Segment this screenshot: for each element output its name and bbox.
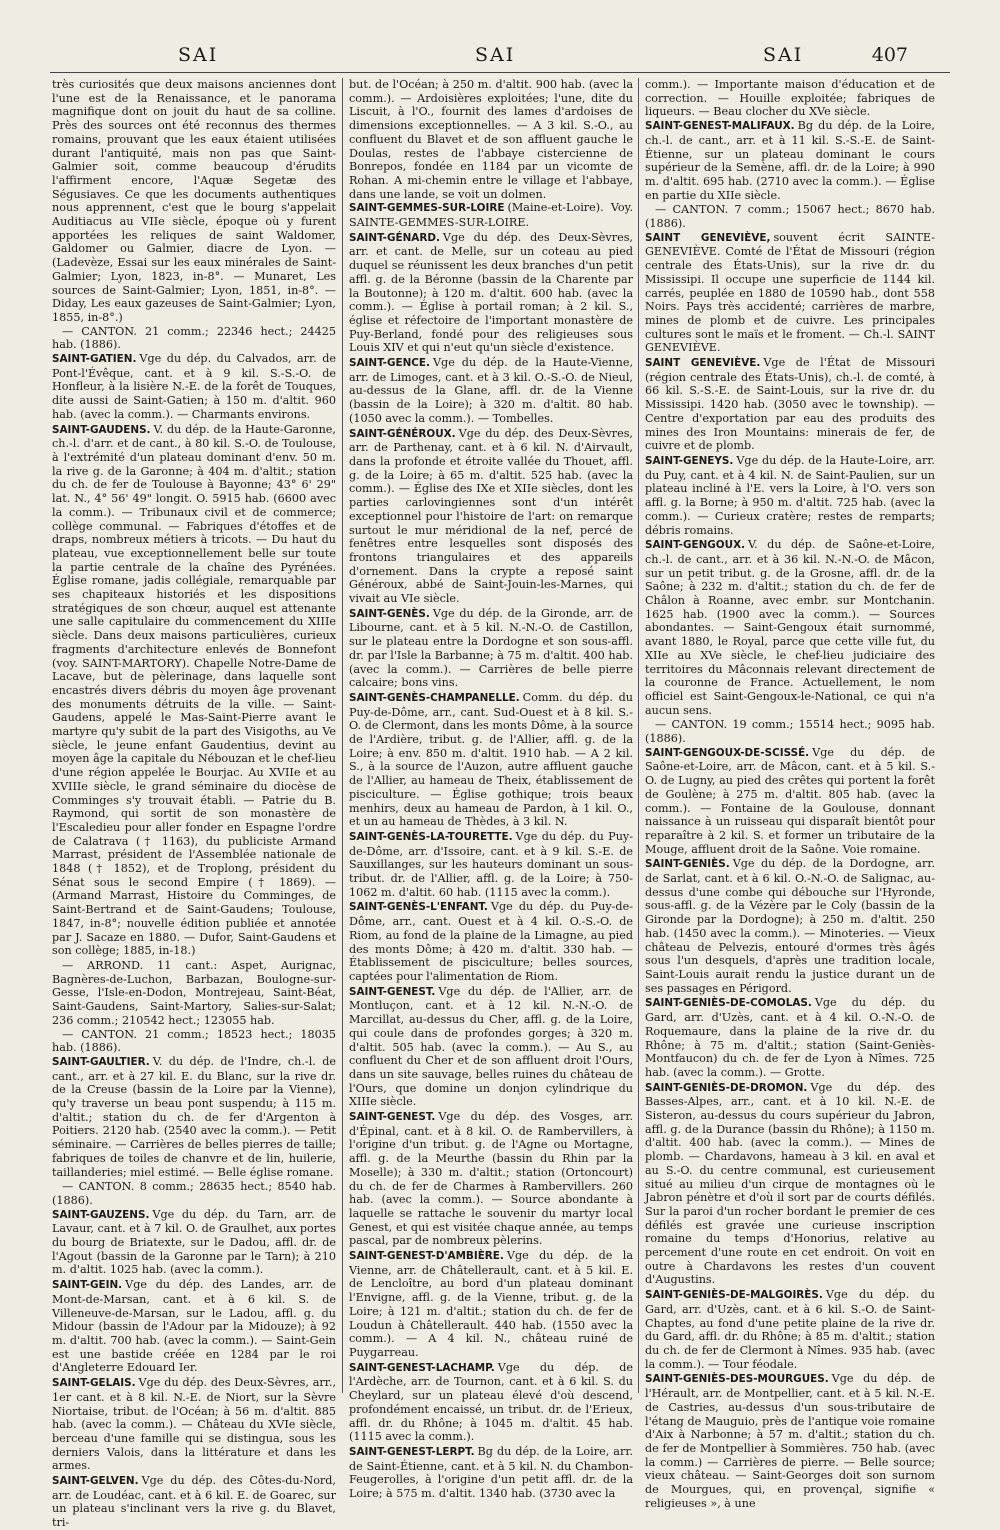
entry-headword: SAINT-GENEYS.: [645, 454, 734, 467]
entry-headword: SAINT-GENIÈS-DE-MALGOIRÈS.: [645, 1289, 823, 1302]
dictionary-entry: [52, 1474, 336, 1530]
entry-headword: SAINT-GEMMES-SUR-LOIRE: [349, 202, 505, 215]
dictionary-entry: [52, 1278, 336, 1375]
entry-text: Vge du dép. de l'Ardèche, arr. de Tournon, cant. et à 6 kil. S. du Cheylard, sur un plateau élevé d'où descend, profondément encaissé, un tribut. dr. de l'Erieux, affl. dr. du Rhône; à 1045 m. d'altit. 45 hab. (1115 avec la comm.).: [349, 1360, 633, 1444]
dictionary-entry: [645, 996, 935, 1079]
entry-headword: SAINT-GENIÈS-DE-COMOLAS.: [645, 997, 812, 1010]
entry-headword: SAINT-GENÈS-CHAMPANELLE.: [349, 691, 520, 704]
entry-text: (Maine-et-Loire). Voy. SAINTE-GEMMES-SUR-LOIRE.: [349, 201, 633, 230]
entry-text: Vge du dép. de la Haute-Vienne, arr. de Limoges, cant. et à 3 kil. O.-S.-O. de Nieul, au-dessus de la Glane, affl. dr. de la Vienne (bassin de la Loire); à 320 m. d'altit. 80 hab. (1050 avec la comm.). — Tombelles.: [349, 356, 633, 425]
dictionary-entry: [645, 356, 935, 453]
entry-text: V. du dép. de Saône-et-Loire, ch.-l. de cant., arr. et à 36 kil. N.-N.-O. de Mâcon, sur un petit tribut. g. de la Grosne, affl. dr. de la Saône; à 232 m. d'altit.; station du ch. de fer de Châlon à Roanne, avec embr. sur Montchanin. 1625 hab. (1900 avec la comm.). — Sources abondantes. — Saint-Gengoux était surnommé, avant 1880, le Royal, parce que cette ville fut, du XIIe au XVe siècle, le chef-lieu judiciaire des territoires du Mâconnais relevant directement de la couronne de France. Actuellement, le nom officiel est Saint-Gengoux-le-National, ce qui n'a aucun sens.: [645, 538, 935, 717]
header-left-word: SAI: [178, 44, 219, 66]
entry-headword: SAINT-GAUZENS.: [52, 1208, 150, 1221]
entry-text: Bg du dép. de la Loire, arr. de Saint-Étienne, cant. et à 5 kil. N. du Chambon-Feugerolles, à l'origine d'un petit affl. dr. de la Loire; à 575 m. d'altit. 1340 hab. (3730 avec la: [349, 1444, 633, 1501]
entry-text: Vge du dép. de la Haute-Loire, arr. du Puy, cant. et à 4 kil. N. de Saint-Paulien, sur un plateau incliné à l'E. vers la Loire, à l'O. vers son affl. g. la Borne; à 950 m. d'altit. 725 hab. (avec la comm.). — Curieux cratère; restes de remparts; débris romains.: [645, 453, 935, 537]
dictionary-entry: [349, 356, 633, 426]
entry-headword: SAINT-GENEST.: [349, 1111, 436, 1124]
entry-headword: SAINT-GAUDENS.: [52, 423, 151, 436]
entry-text: Vge du dép. du Gard, arr. d'Uzès, cant. et à 4 kil. O.-N.-O. de Roquemaure, dans la plaine de la rive dr. du Rhône; à 75 m. d'altit.; station (Saint-Geniès-Montfaucon) du ch. de fer de Lyon à Nîmes. 725 hab. (avec la comm.). — Grotte.: [645, 996, 935, 1079]
entry-text: V. du dép. de la Haute-Garonne, ch.-l. d'arr. et de cant., à 80 kil. S.-O. de Toulouse, à l'extrémité d'un plateau dominant d'env. 50 m. la rive g. de la Garonne; à 404 m. d'altit.; station du ch. de fer de Toulouse à Bayonne; 43° 6' 29" lat. N., 4° 56' 49" longit. O. 5915 hab. (6600 avec la comm.). — Tribunaux civil et de commerce; collège communal. — Fabriques d'étoffes et de draps, nombreux métiers à tricots. — Du haut du plateau, vue exceptionnellement belle sur toute la partie centrale de la chaîne des Pyrénées. Église romane, jadis collégiale, remarquable par ses chapiteaux historiés et les dispositions stratégiques de son chœur, auquel est attenante une salle capitulaire du commencement du XIIIe siècle. Dans deux maisons particulières, curieux fragments d'architecture enlevés de Bonnefont (voy. SAINT-MARTORY). Chapelle Notre-Dame de Lacave, but de pèlerinage, dans laquelle sont encastrés divers débris du moyen âge provenant des monuments détruits de la ville. — Saint-Gaudens, appelé le Mas-Saint-Pierre avant le martyre qu'y subit de la part des Visigoths, au Ve siècle, le jeune enfant Gaudentius, devint au moyen âge la capitale du Nébouzan et le chef-lieu d'une région appelée le Bourjac. Au XVIIe et au XVIIIe siècle, le grand séminaire du diocèse de Comminges s'y trouvait établi. — Patrie du B. Raymond, qui sortit de son monastère de l'Escaledieu pour aller fonder en Espagne l'ordre de Calatrava († 1163), du publiciste Armand Marrast, président de l'Assemblée nationale de 1848 († 1852), et de Troplong, président du Sénat sous le second Empire († 1869). — (Armand Marrast, Histoire du Comminges, de Saint-Bertrand et de Saint-Gaudens; Toulouse, 1847, in-8°; nouvelle édition publiée et annotée par J. Sacaze en 1880. — Dufor, Saint-Gaudens et son collège; 1885, in-18.): [52, 422, 336, 958]
column-divider-2: [638, 78, 639, 1393]
entry-text: Comm. du dép. du Puy-de-Dôme, arr., cant. Sud-Ouest et à 8 kil. S.-O. de Clermont, dans les monts Dôme, à la source de l'Ardière, tribut. g. de l'Allier, affl. g. de la Loire; à env. 850 m. d'altit. 1910 hab. — A 2 kil. S., à la source de l'Auzon, autre affluent gauche de l'Allier, au hameau de Theix, établissement de pisciculture. — Église gothique; trois beaux menhirs, deux au hameau de Pardon, à 1 kil. O., et un au hameau de Thèdes, à 3 kil. N.: [349, 690, 633, 829]
entry-continuation: comm.). — Importante maison d'éducation et de correction. — Houille exploitée; fabriques de liqueurs. — Beau clocher du XVe siècle.: [645, 78, 935, 119]
dictionary-entry: [645, 857, 935, 995]
entry-headword: SAINT-GENGOUX.: [645, 539, 746, 552]
dictionary-entry: [645, 454, 935, 537]
entry-headword: SAINT-GENIÈS-DE-DROMON.: [645, 1081, 808, 1094]
dictionary-entry: [349, 1249, 633, 1360]
dictionary-entry: [349, 830, 633, 900]
entry-headword: SAINT-GENÈS.: [349, 607, 430, 620]
dictionary-entry: [645, 1081, 935, 1288]
entry-headword: SAINT-GELAIS.: [52, 1377, 136, 1390]
entry-headword: SAINT-GÉNÉROUX.: [349, 427, 456, 440]
header-right-word: SAI: [763, 44, 804, 66]
entry-headword: SAINT-GENÈS-LA-TOURETTE.: [349, 830, 513, 843]
entry-headword: SAINT-GENIÈS-DES-MOURGUES.: [645, 1373, 829, 1386]
dictionary-entry: [52, 1055, 336, 1179]
entry-text: Vge du dép. du Tarn, arr. de Lavaur, cant. et à 7 kil. O. de Graulhet, aux portes du bourg de Briatexte, sur le Dadou, affl. dr. de l'Agout (bassin de la Garonne par le Tarn); à 210 m. d'altit. 1025 hab. (avec la comm.).: [52, 1207, 336, 1277]
dictionary-entry: [52, 1376, 336, 1473]
dictionary-entry: [349, 900, 633, 983]
dictionary-entry: [645, 1372, 935, 1510]
dictionary-entry: [52, 352, 336, 422]
header-center-word: SAI: [475, 44, 516, 66]
dictionary-entry: [349, 691, 633, 829]
entry-continuation: but. de l'Océan; à 250 m. d'altit. 900 hab. (avec la comm.). — Ardoisières exploitées; l'une, dite du Liscuit, à l'O., fournit des lames d'ardoises de dimensions exceptionnelles. — A 3 kil. S.-O., au confluent du Blavet et de son affluent gauche le Doulas, restes de l'abbaye cistercienne de Bonrepos, fondée en 1184 par un vicomte de Rohan. A mi-chemin entre le village et l'abbaye, dans une lande, se voit un dolmen.: [349, 78, 633, 201]
running-header: [0, 44, 1000, 74]
entry-text: Vge du dép. du Puy-de-Dôme, arr. d'Issoire, cant. et à 9 kil. S.-E. de Sauxillanges, sur les hauteurs dominant un sous-tribut. dr. de l'Allier, affl. g. de la Loire; à 750-1062 m. d'altit. 60 hab. (1115 avec la comm.).: [349, 829, 633, 899]
entry-headword: SAINT-GENEST.: [349, 985, 436, 998]
entry-text: Vge du dép. du Calvados, arr. de Pont-l'Évêque, cant. et à 9 kil. S.-S.-O. de Honfleur, à la lisière N.-E. de la forêt de Touques, dite aussi de Saint-Gatien; à 150 m. d'altit. 960 hab. (avec la comm.). — Charmants environs.: [52, 352, 336, 421]
dictionary-entry: [52, 423, 336, 958]
entry-headword: SAINT-GENIÈS.: [645, 858, 730, 871]
header-rule: [50, 72, 950, 73]
entry-subsection: — CANTON. 21 comm.; 18523 hect.; 18035 hab. (1886).: [52, 1027, 336, 1055]
entry-headword: SAINT-GENEST-LACHAMP.: [349, 1361, 495, 1374]
entry-headword: SAINT-GENEST-MALIFAUX.: [645, 120, 795, 133]
entry-headword: SAINT-GEIN.: [52, 1279, 123, 1292]
entry-subsection: — CANTON. 19 comm.; 15514 hect.; 9095 hab. (1886).: [645, 718, 935, 746]
entry-text: Vge du dép. des Landes, arr. de Mont-de-Marsan, cant. et à 6 kil. S. de Villeneuve-de-Marsan, sur le Ladou, affl. g. du Midour (bassin de l'Adour par la Midouze); à 92 m. d'altit. 700 hab. (avec la comm.). — Saint-Gein est une bastide créée en 1284 par le roi d'Angleterre Edouard Ier.: [52, 1278, 336, 1375]
entry-headword: SAINT-GÉNARD.: [349, 231, 440, 244]
entry-text: Vge du dép. de l'Allier, arr. de Montluçon, cant. et à 12 kil. N.-N.-O. de Marcillat, au-dessus du Cher, affl. g. de la Loire, qui coule dans de profondes gorges; à 320 m. d'altit. 505 hab. (avec la comm.). — Au S., au confluent du Cher et de son affluent droit l'Ours, dans un site sauvage, belles ruines du château de l'Ours, que domine un donjon cylindrique du XIIIe siècle.: [349, 984, 633, 1109]
entry-headword: SAINT-GENGOUX-DE-SCISSÉ.: [645, 746, 810, 759]
entry-headword: SAINT-GAULTIER.: [52, 1055, 150, 1068]
entry-headword: SAINT-GELVEN.: [52, 1475, 139, 1488]
page-number: 407: [871, 44, 908, 66]
dictionary-entry: [349, 985, 633, 1109]
entry-subsection: — ARROND. 11 cant.: Aspet, Aurignac, Bagnères-de-Luchon, Barbazan, Boulogne-sur-Gesse, l'Isle-en-Dodon, Montrejeau, Saint-Béat, Saint-Gaudens, Saint-Martory, Salies-sur-Salat; 236 comm.; 210542 hect.; 123055 hab.: [52, 959, 336, 1027]
dictionary-entry: [349, 1361, 633, 1444]
entry-headword: SAINT GENEVIÈVE.: [645, 357, 761, 370]
entry-headword: SAINT-GENEST-LERPT.: [349, 1445, 475, 1458]
entry-text: souvent écrit SAINTE-GENEVIÈVE. Comté de l'État de Missouri (région centrale des États-Unis), sur la rive dr. du Mississipi. Il occupe une superficie de 1144 kil. carrés, peuplée en 1880 de 10590 hab., dont 558 Noirs. Pays très accidenté; carrières de marbre, mines de plomb et de cuivre. Les principales cultures sont le maïs et le froment. — Ch.-l. SAINT GENEVIÈVE.: [645, 230, 935, 355]
entry-continuation: très curiosités que deux maisons anciennes dont l'une est de la Renaissance, et le panorama magnifique dont on jouit du haut de sa colline. Près des sources ont été reconnus des thermes romains, prouvant que les eaux étaient utilisées durant l'antiquité, mais non pas que Saint-Galmier soit, comme beaucoup d'érudits l'affirment encore, l'Aquæ Segetæ des Ségusiaves. Ce que les documents authentiques nous apprennent, c'est que le bourg s'appelait Auditiacus au VIIe siècle, époque où y furent apportées les reliques de saint Waldomer, Galdomer ou Galmier, diacre de Lyon. — (Ladevèze, Essai sur les eaux minérales de Saint-Galmier; Lyon, 1823, in-8°. — Munaret, Les sources de Saint-Galmier; Lyon, 1851, in-8°. — Diday, Les eaux gazeuses de Saint-Galmier; Lyon, 1855, in-8°.): [52, 78, 336, 324]
entry-text: Vge du dép. du Puy-de-Dôme, arr., cant. Ouest et à 4 kil. O.-S.-O. de Riom, au fond de la plaine de la Limagne, au pied des monts Dôme; à 420 m. d'altit. 330 hab. — Établissement de pisciculture; belles sources, captées pour l'alimentation de Riom.: [349, 900, 633, 983]
dictionary-entry: [645, 119, 935, 202]
column-1: [52, 78, 336, 1530]
dictionary-entry: [349, 1110, 633, 1248]
entry-text: Vge du dép. du Gard, arr. d'Uzès, cant. et à 6 kil. S.-O. de Saint-Chaptes, au fond d'une petite plaine de la rive dr. du Gard, affl. dr. du Rhône; à 85 m. d'altit.; station du ch. de fer de Clermont à Nîmes. 935 hab. (avec la comm.). — Tour féodale.: [645, 1288, 935, 1371]
dictionary-entry: [645, 231, 935, 355]
dictionary-entry: [349, 427, 633, 606]
entry-text: Vge du dép. de la Vienne, arr. de Châtellerault, cant. et à 5 kil. E. de Lencloître, au bord d'un plateau dominant l'Envigne, affl. g. de la Vienne, tribut. g. de la Loire; à 121 m. d'altit.; station du ch. de fer de Loudun à Châtellerault. 440 hab. (1550 avec la comm.). — A 4 kil. N., château ruiné de Puygarreau.: [349, 1249, 633, 1359]
entry-headword: SAINT-GENEST-D'AMBIÈRE.: [349, 1250, 504, 1263]
dictionary-entry: [645, 1288, 935, 1371]
entry-text: Vge du dép. des Basses-Alpes, arr., cant. et à 10 kil. N.-E. de Sisteron, au-dessus du cours supérieur du Jabron, affl. g. de la Durance (bassin du Rhône); à 1150 m. d'altit. 400 hab. (avec la comm.). — Mines de plomb. — Chardavons, hameau à 3 kil. en aval et au S.-O. du centre communal, est curieusement situé au milieu d'un cirque de montagnes où le Jabron pénètre et d'où il sort par de courts défilés. Sur la paroi d'un rocher bordant le premier de ces défilés est gravée une curieuse inscription romaine du temps d'Honorius, relative au percement d'une route en cet endroit. On voit en outre à Chardavons les restes d'un couvent d'Augustins.: [645, 1080, 935, 1287]
entry-text: Vge du dép. des Deux-Sèvres, arr., 1er cant. et à 8 kil. N.-E. de Niort, sur la Sèvre Niortaise, tribut. de l'Océan; à 56 m. d'altit. 885 hab. (avec la comm.). — Château du XVIe siècle, berceau d'une famille qui se distingua, sous les derniers Valois, dans la littérature et dans les armes.: [52, 1376, 336, 1473]
entry-text: Vge du dép. des Vosges, arr. d'Épinal, cant. et à 8 kil. O. de Rambervillers, à l'origine d'un tribut. g. de l'Agne ou Mortagne, affl. g. de la Meurthe (bassin du Rhin par la Moselle); à 330 m. d'altit.; station (Ortoncourt) du ch. de fer de Charmes à Rambervillers. 260 hab. (avec la comm.). — Source abondante à laquelle se rattache le souvenir du martyr local Genest, et qui est visitée chaque année, au temps pascal, par de nombreux pèlerins.: [349, 1110, 633, 1248]
entry-headword: SAINT GENEVIÈVE,: [645, 231, 771, 244]
entry-subsection: — CANTON. 21 comm.; 22346 hect.; 24425 hab. (1886).: [52, 324, 336, 352]
column-2: [349, 78, 633, 1501]
dictionary-entry: [645, 538, 935, 717]
entry-text: Vge du dép. des Côtes-du-Nord, arr. de Loudéac, cant. et à 6 kil. E. de Goarec, sur un plateau s'inclinant vers la rive g. du Blavet, tri-: [52, 1474, 336, 1530]
dictionary-entry: [52, 1208, 336, 1278]
entry-text: Vge du dép. des Deux-Sèvres, arr. et cant. de Melle, sur un coteau au pied duquel se réunissent les deux branches d'un petit affl. g. de la Béronne (bassin de la Charente par la Boutonne); à 120 m. d'altit. 600 hab. (avec la comm.). — Église à portail roman; à 2 kil. S., église et réfectoire de l'important monastère de Puy-Berland, fondé pour des religieuses sous Louis XIV et qui n'eut qu'un siècle d'existence.: [349, 230, 633, 355]
entry-headword: SAINT-GENCE.: [349, 357, 430, 370]
entry-text: Bg du dép. de la Loire, ch.-l. de cant., arr. et à 11 kil. S.-S.-E. de Saint-Étienne, sur un plateau dominant le cours supérieur de la Semène, affl. dr. de la Loire; à 990 m. d'altit. 695 hab. (2710 avec la comm.). — Église en partie du XIIe siècle.: [645, 119, 935, 202]
entry-text: Vge du dép. de la Gironde, arr. de Libourne, cant. et à 5 kil. N.-N.-O. de Castillon, sur le plateau entre la Dordogne et son sous-affl. dr. par l'Isle la Barbanne; à 75 m. d'altit. 400 hab. (avec la comm.). — Carrières de belle pierre calcaire; bons vins.: [349, 606, 633, 690]
entry-headword: SAINT-GATIEN.: [52, 353, 137, 366]
entry-text: Vge de l'État de Missouri (région centrale des États-Unis), ch.-l. de comté, à 66 kil. S.-S.-E. de Saint-Louis, sur la rive dr. du Mississipi. 1420 hab. (3050 avec le township). — Centre d'exportation par eau des produits des mines des Iron Mountains: minerais de fer, de cuivre et de plomb.: [645, 356, 935, 453]
entry-headword: SAINT-GENÈS-L'ENFANT.: [349, 901, 488, 914]
dictionary-entry: [645, 746, 935, 857]
entry-subsection: — CANTON. 7 comm.; 15067 hect.; 8670 hab. (1886).: [645, 203, 935, 231]
entry-text: Vge du dép. de Saône-et-Loire, arr. de Mâcon, cant. et à 5 kil. S.-O. de Lugny, au pied des crêtes qui portent la forêt de Goulène; à 275 m. d'altit. 805 hab. (avec la comm.). — Fontaine de la Goulouse, donnant naissance à un ruisseau qui disparaît bientôt pour reparaître à 2 kil. S. et former un tributaire de la Mouge, affluent droit de la Saône. Voie romaine.: [645, 745, 935, 856]
entry-text: Vge du dép. de la Dordogne, arr. de Sarlat, cant. et à 6 kil. O.-N.-O. de Salignac, au-dessus d'une combe qui débouche sur l'Hyronde, sous-affl. g. de la Vézère par le Coly (bassin de la Gironde par la Dordogne); à 250 m. d'altit. 250 hab. (1450 avec la comm.). — Minoteries. — Vieux château de Pelvezis, entouré d'ormes très âgés sous l'un desquels, d'après une tradition locale, Saint-Louis aurait rendu la justice durant un de ses passages en Périgord.: [645, 857, 935, 995]
dictionary-entry: [349, 201, 633, 229]
dictionary-entry: [349, 1445, 633, 1501]
entry-subsection: — CANTON. 8 comm.; 28635 hect.; 8540 hab. (1886).: [52, 1180, 336, 1207]
entry-text: V. du dép. de l'Indre, ch.-l. de cant., arr. et à 27 kil. E. du Blanc, sur la rive dr. de la Creuse (bassin de la Loire par la Vienne), qu'y traverse un beau pont suspendu; à 115 m. d'altit.; station du ch. de fer d'Argenton à Poitiers. 2120 hab. (2540 avec la comm.). — Petit séminaire. — Carrières de belles pierres de taille; fabriques de toiles de chanvre et de lin, huilerie, taillanderies; miel estimé. — Belle église romane.: [52, 1054, 336, 1179]
entry-text: Vge du dép. des Deux-Sèvres, arr. de Parthenay, cant. et à 6 kil. N. d'Airvault, dans la profonde et étroite vallée du Thouet, affl. g. de la Loire; à 65 m. d'altit. 525 hab. (avec la comm.). — Église des IXe et XIIe siècles, dont les parties carlovingiennes sont d'un intérêt exceptionnel pour l'histoire de l'art: on remarque surtout le mur méridional de la nef, percé de fenêtres entre lesquelles sont disposés des frontons triangulaires et des appareils d'ornement. Dans la crypte a reposé saint Généroux, abbé de Saint-Jouin-les-Marnes, qui vivait au VIe siècle.: [349, 426, 633, 606]
dictionary-entry: [349, 231, 633, 355]
column-divider-1: [342, 78, 343, 1393]
entry-text: Vge du dép. de l'Hérault, arr. de Montpellier, cant. et à 5 kil. N.-E. de Castries, au-dessus d'un sous-tributaire de l'étang de Mauguio, près de l'antique voie romaine d'Aix à Narbonne; à 57 m. d'altit.; station du ch. de fer de Montpellier à Sommières. 750 hab. (avec la comm.) — Carrières de pierre. — Belle source; vieux château. — Saint-Georges doit son surnom de Mourgues, qui, en provençal, signifie « religieuses », à une: [645, 1372, 935, 1510]
column-3: [645, 78, 935, 1510]
dictionary-entry: [349, 607, 633, 690]
